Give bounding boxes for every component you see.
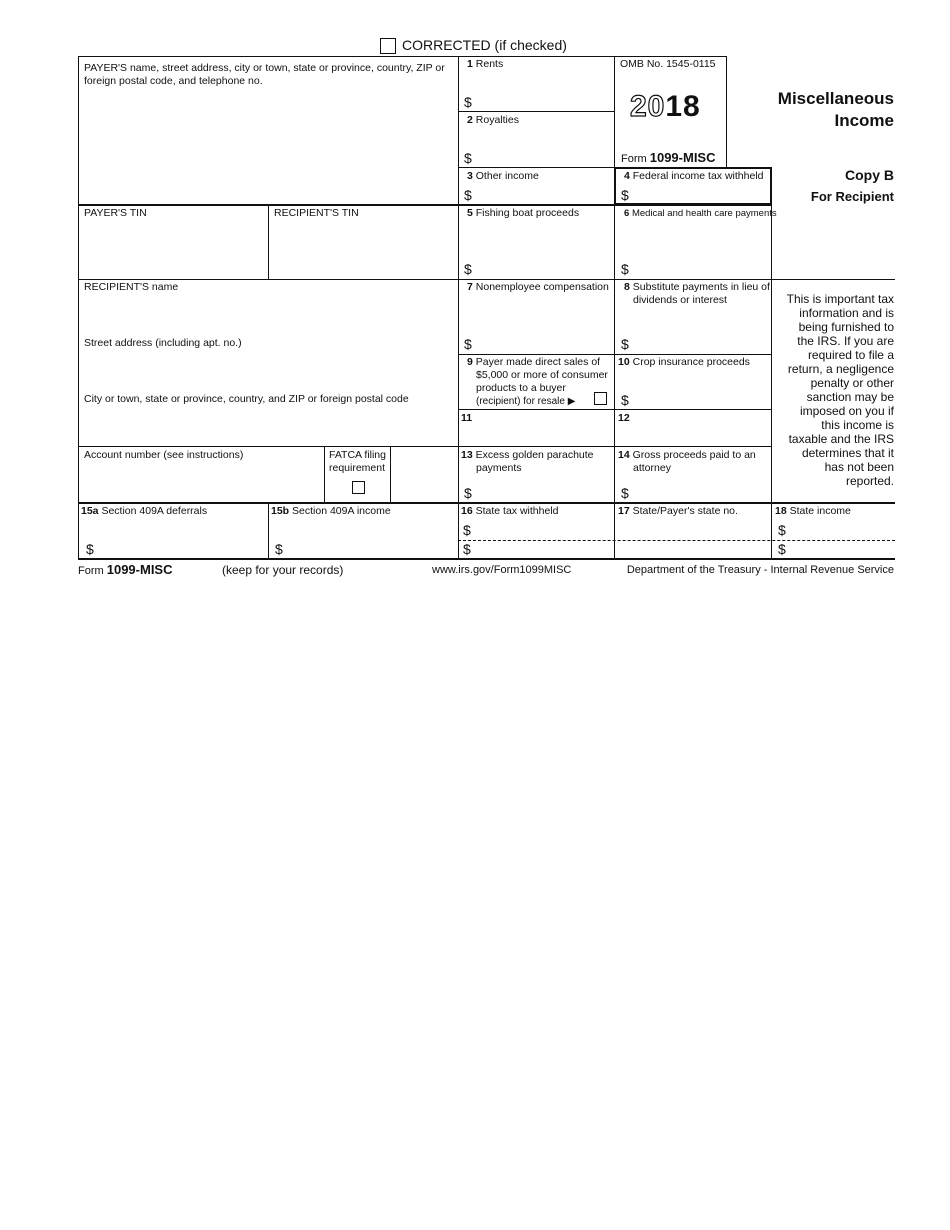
box3-label: 3 Other income (467, 170, 539, 182)
box15a-dollar: $ (86, 541, 94, 557)
box11-field[interactable] (460, 426, 612, 444)
box3-field[interactable] (476, 184, 610, 202)
box1-field[interactable] (476, 90, 610, 110)
box18-field-2[interactable] (790, 541, 894, 557)
box14-field[interactable] (634, 481, 768, 501)
box4-dollar: $ (621, 187, 629, 203)
box5-field[interactable] (476, 257, 610, 277)
payer-tin-field[interactable] (80, 224, 266, 276)
fatca-label: FATCA filing requirement (329, 449, 386, 474)
box15b-field[interactable] (288, 538, 454, 556)
box16-field-2[interactable] (476, 541, 610, 557)
box18-dollar-1: $ (778, 522, 786, 538)
box9-label: 9 Payer made direct sales of $5,000 or more of consumer products to a buyer (recipient) for resale ▶ (467, 356, 608, 407)
box8-dollar: $ (621, 336, 629, 352)
recipient-name-label: RECIPIENT'S name (84, 281, 179, 293)
fatca-checkbox[interactable] (352, 481, 365, 494)
important-notice: This is important tax information and is being furnished to the IRS. If you are required to file a return, a negligence penalty or other sanction may be imposed on you if this income is taxable and the IRS determines that it has not been reported. (786, 292, 894, 488)
box15b-dollar: $ (275, 541, 283, 557)
form-title: Miscellaneous Income (777, 89, 894, 130)
box2-dollar: $ (464, 150, 472, 166)
omb-number: OMB No. 1545-0115 (620, 58, 716, 70)
box17-field-1[interactable] (616, 520, 770, 538)
box2-field[interactable] (476, 146, 610, 166)
payer-tin-label: PAYER'S TIN (84, 207, 147, 219)
box5-dollar: $ (464, 261, 472, 277)
box5-label: 5 Fishing boat proceeds (467, 207, 580, 219)
tax-year-suffix: 18 (665, 90, 701, 123)
account-number-field[interactable] (80, 466, 322, 500)
box13-dollar: $ (464, 485, 472, 501)
box6-dollar: $ (621, 261, 629, 277)
for-recipient: For Recipient (810, 189, 894, 204)
box12-field[interactable] (616, 426, 770, 444)
payer-info-label: PAYER'S name, street address, city or town, state or province, country, ZIP or foreign postal code, and telephone no. (84, 62, 445, 87)
form-id: Form 1099-MISC (621, 150, 716, 165)
recipient-name-field[interactable] (80, 296, 456, 332)
payer-info-field[interactable] (80, 90, 456, 202)
box15a-label: 15a Section 409A deferrals (81, 505, 208, 517)
box1-dollar: $ (464, 94, 472, 110)
box9-checkbox[interactable] (594, 392, 607, 405)
box2-label: 2 Royalties (467, 114, 519, 126)
footer-url[interactable]: www.irs.gov/Form1099MISC (432, 564, 572, 576)
recipient-tin-label: RECIPIENT'S TIN (274, 207, 359, 219)
box10-dollar: $ (621, 392, 629, 408)
box15a-field[interactable] (98, 538, 264, 556)
box13-label: 13 Excess golden parachute payments (461, 449, 594, 474)
box12-label: 12 (618, 412, 630, 424)
box17-label: 17 State/Payer's state no. (618, 505, 738, 517)
corrected-label: CORRECTED (if checked) (402, 37, 567, 53)
copy-b: Copy B (845, 167, 894, 183)
box16-dollar-2: $ (463, 541, 471, 557)
corrected-checkbox[interactable] (380, 38, 396, 54)
box18-label: 18 State income (775, 505, 851, 517)
box10-label: 10 Crop insurance proceeds (618, 356, 750, 368)
tax-year-prefix: 20 (630, 90, 666, 123)
box4-label: 4 Federal income tax withheld (624, 170, 764, 182)
box4-field[interactable] (634, 184, 768, 202)
box14-dollar: $ (621, 485, 629, 501)
box17-field-2[interactable] (616, 541, 770, 557)
tax-year (630, 90, 701, 124)
box11-label: 11 (461, 412, 473, 424)
box6-label: 6 Medical and health care payments (624, 208, 777, 219)
box16-label: 16 State tax withheld (461, 505, 559, 517)
box14-label: 14 Gross proceeds paid to an attorney (618, 449, 756, 474)
box7-field[interactable] (476, 332, 610, 352)
box3-dollar: $ (464, 187, 472, 203)
box6-field[interactable] (634, 257, 768, 277)
footer-department: Department of the Treasury - Internal Revenue Service (626, 564, 894, 576)
box15b-label: 15b Section 409A income (271, 505, 391, 517)
box10-field[interactable] (634, 388, 768, 408)
box18-field-1[interactable] (790, 520, 894, 538)
account-number-label: Account number (see instructions) (84, 449, 244, 461)
box1-label: 1 Rents (467, 58, 504, 70)
street-address-field[interactable] (80, 352, 456, 388)
city-field[interactable] (80, 408, 456, 444)
box7-label: 7 Nonemployee compensation (467, 281, 609, 293)
city-label: City or town, state or province, country, and ZIP or foreign postal code (84, 393, 409, 405)
footer-form-id: Form 1099-MISC (78, 562, 173, 577)
box16-dollar-1: $ (463, 522, 471, 538)
box13-field[interactable] (476, 481, 610, 501)
box18-dollar-2: $ (778, 541, 786, 557)
box16-field-1[interactable] (476, 520, 610, 538)
box7-dollar: $ (464, 336, 472, 352)
street-address-label: Street address (including apt. no.) (84, 337, 242, 349)
box8-label: 8 Substitute payments in lieu of dividends or interest (624, 281, 770, 306)
footer-keep: (keep for your records) (222, 563, 344, 577)
recipient-tin-field[interactable] (270, 224, 456, 276)
box8-field[interactable] (634, 332, 768, 352)
